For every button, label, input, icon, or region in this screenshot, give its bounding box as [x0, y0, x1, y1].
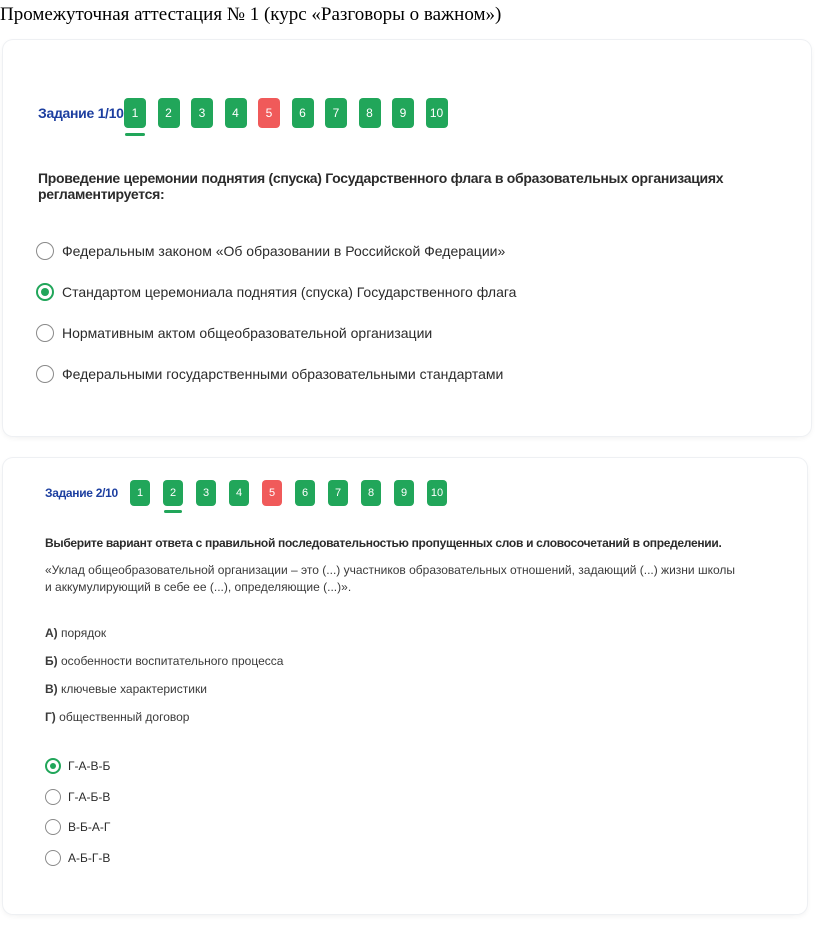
answer-option-label: Г-А-В-Б	[68, 759, 111, 774]
radio-unchecked-icon[interactable]	[36, 365, 54, 383]
term-letter: Б)	[45, 654, 58, 668]
question-text: Проведение церемонии поднятия (спуска) Государственного флага в образовательных организациях регламентируется:	[38, 170, 724, 202]
task-navigation	[38, 98, 459, 128]
term-item	[45, 710, 283, 738]
task-nav-button-3[interactable]: 3	[191, 98, 213, 128]
task-nav-button-5[interactable]: 5	[258, 98, 280, 128]
radio-checked-icon[interactable]	[45, 758, 61, 774]
answer-option-label: А-Б-Г-В	[68, 850, 111, 865]
task-nav-button-4[interactable]: 4	[225, 98, 247, 128]
answer-option-label: Нормативным актом общеобразовательной организации	[62, 324, 433, 341]
task-nav-button-1[interactable]: 1	[124, 98, 146, 128]
term-item	[45, 626, 283, 654]
task-nav-button-9[interactable]: 9	[392, 98, 414, 128]
answer-option[interactable]	[45, 782, 110, 813]
answer-option[interactable]	[36, 230, 516, 271]
task-nav-button-9[interactable]: 9	[394, 480, 414, 506]
task-nav-button-7[interactable]: 7	[325, 98, 347, 128]
term-text: особенности воспитательного процесса	[57, 654, 284, 668]
radio-unchecked-icon[interactable]	[36, 242, 54, 260]
term-text: порядок	[57, 626, 107, 640]
task-nav-button-6[interactable]: 6	[295, 480, 315, 506]
task-nav-button-2[interactable]: 2	[163, 480, 183, 506]
answer-option[interactable]	[36, 353, 516, 394]
answer-option[interactable]	[45, 751, 110, 782]
task-2-card	[3, 458, 807, 914]
answer-option-label: Федеральными государственными образовательными стандартами	[62, 365, 504, 382]
answer-option[interactable]	[36, 312, 516, 353]
radio-unchecked-icon[interactable]	[45, 850, 61, 866]
task-nav-button-8[interactable]: 8	[359, 98, 381, 128]
answer-option-label: В-Б-А-Г	[68, 820, 111, 835]
radio-unchecked-icon[interactable]	[45, 819, 61, 835]
question-text: Выберите вариант ответа с правильной последовательностью пропущенных слов и словосочетаний в определении.	[45, 536, 722, 550]
task-nav-buttons	[130, 480, 460, 506]
task-nav-button-3[interactable]: 3	[196, 480, 216, 506]
answer-option-label: Стандартом церемониала поднятия (спуска) Государственного флага	[62, 283, 517, 300]
answer-option-label: Федеральным законом «Об образовании в Российской Федерации»	[62, 242, 506, 259]
term-list	[45, 626, 283, 738]
answer-option[interactable]	[45, 812, 110, 843]
term-item	[45, 682, 283, 710]
answer-option[interactable]	[36, 271, 516, 312]
term-letter: В)	[45, 682, 58, 696]
term-text: ключевые характеристики	[57, 682, 207, 696]
term-letter: А)	[45, 626, 58, 640]
term-letter: Г)	[45, 710, 56, 724]
task-navigation	[45, 480, 460, 506]
radio-unchecked-icon[interactable]	[36, 324, 54, 342]
task-nav-button-4[interactable]: 4	[229, 480, 249, 506]
task-nav-button-8[interactable]: 8	[361, 480, 381, 506]
answer-option-label: Г-А-Б-В	[68, 789, 111, 804]
task-nav-button-10[interactable]: 10	[426, 98, 448, 128]
task-nav-button-7[interactable]: 7	[328, 480, 348, 506]
radio-checked-icon[interactable]	[36, 283, 54, 301]
radio-unchecked-icon[interactable]	[45, 789, 61, 805]
task-counter: Задание 2/10	[45, 486, 118, 500]
task-counter: Задание 1/10	[38, 105, 124, 121]
task-nav-button-5[interactable]: 5	[262, 480, 282, 506]
task-nav-buttons	[124, 98, 459, 128]
definition-quote: «Уклад общеобразовательной организации – это (...) участников образовательных отношений, задающий (...) жизни школы и аккумулирующий в себе ее (...), определяющие (...)».	[45, 563, 736, 594]
answer-options	[45, 751, 110, 873]
document-title: Промежуточная аттестация № 1 (курс «Разговоры о важном»)	[0, 4, 502, 25]
term-text: общественный договор	[55, 710, 190, 724]
task-nav-button-1[interactable]: 1	[130, 480, 150, 506]
task-nav-button-10[interactable]: 10	[427, 480, 447, 506]
task-nav-button-2[interactable]: 2	[158, 98, 180, 128]
term-item	[45, 654, 283, 682]
answer-options	[36, 230, 516, 394]
task-1-card	[3, 40, 811, 436]
task-nav-button-6[interactable]: 6	[292, 98, 314, 128]
answer-option[interactable]	[45, 843, 110, 874]
